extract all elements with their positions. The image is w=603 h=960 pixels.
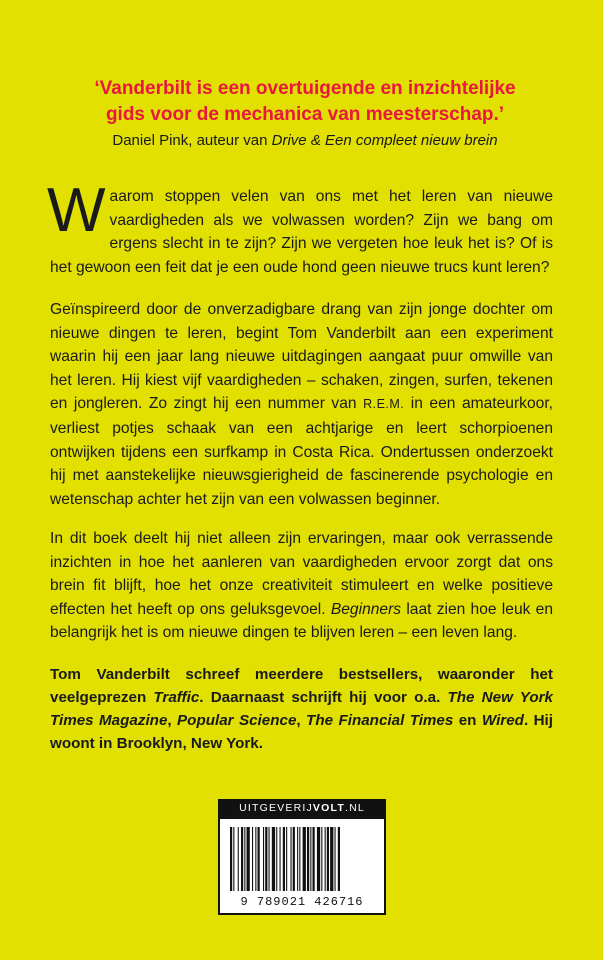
barcode-bar [303,827,306,891]
barcode-bar [247,827,250,891]
publisher-brand: VOLT [312,802,345,814]
attribution-book-drive: Drive [271,132,307,149]
bio-popsci: Popular Science [177,712,297,729]
bio-ft: The Financial Times [306,712,454,729]
isbn-number: 9 789021 426716 [240,895,364,909]
paragraph-2-text-a: Geïnspireerd door de onverzadigbare drang van zijn jonge dochter om nieuwe dingen te leren, begint Tom Vanderbilt aan een experiment waarin hij een jaar lang nieuwe uitdagingen aangaat puur omwille van het leren. Hij kiest vijf vaardigheden – schaken, zingen, surfen, tekenen en jongleren. Zo zingt hij een nummer van [50,301,553,413]
barcode-bar [230,827,232,891]
barcode-bar [321,827,322,891]
attribution-author: Daniel Pink, auteur van [112,132,272,149]
barcode-bar [258,827,260,891]
paragraph-3-text-a: In dit boek deelt hij niet alleen zijn ervaringen, maar ook verrassende inzichten in hoe het aanleren van vaardigheden ervoor zorgt dat ons brein fit blijft, hoe het onze creativiteit stimuleert en welke positieve effecten het heeft op ons geluksgevoel. [50,530,553,618]
barcode-bar [238,827,239,891]
publisher-label [218,799,386,817]
quote-line-1: ‘Vanderbilt is een overtuigende en inzichtelijke [94,78,516,99]
blurb-paragraph-3 [50,527,553,645]
bio-sep-2: , [296,712,307,729]
barcode-bar [283,827,285,891]
barcode-bar [325,827,326,891]
barcode-bar [233,827,234,891]
barcode [218,817,386,915]
barcode-bar [338,827,340,891]
barcode-bar [307,827,309,891]
blurb-paragraph-1 [47,176,553,279]
barcode-bar [241,827,243,891]
paragraph-2-text-b: in een amateurkoor, verliest potjes schaak van een achtjarige en leert schorpioenen ontwijken tijdens een surfkamp in Costa Rica. Ondertussen onderzoekt hij met aanstekelijke nieuwsgierigheid de fascinerende psychologie en wetenschap achter het zijn van een volwassen beginner. [50,395,553,508]
barcode-bar [252,827,253,891]
bio-text-1: Tom Vanderbilt schreef meerdere bestsellers, waaronder het veelgeprezen [50,666,553,706]
book-title: Beginners [330,600,402,618]
paragraph-3-text-b: laat zien hoe leuk en belangrijk het is om nieuwe dingen te blijven leren – een leven lang. [50,600,553,642]
barcode-bar [265,827,267,891]
quote-line-2: gids voor de mechanica van meesterschap.’ [105,104,505,125]
bio-sep-1: , [167,712,178,729]
barcode-bar [291,827,292,891]
barcode-bar [299,827,300,891]
bio-wired: Wired [481,712,524,729]
band-name: R.E.M. [363,397,405,412]
barcode-bar [293,827,295,891]
bio-nyt: The New York Times Magazine [50,689,553,729]
bio-traffic: Traffic [153,689,200,706]
bio-text-3: en [453,712,482,729]
quote-attribution [40,131,570,151]
barcode-bar [330,827,333,891]
barcode-bar [244,827,245,891]
barcode-bar [263,827,264,891]
attribution-ampersand: & [306,132,325,149]
barcode-bar [310,827,311,891]
barcode-bar [272,827,275,891]
drop-cap: W [47,176,106,245]
review-quote [60,76,550,128]
barcode-bar [255,827,256,891]
barcode-bar [276,827,277,891]
bio-text-4: . Hij woont in Brooklyn, New York. [50,712,553,752]
barcode-bars [230,827,374,891]
barcode-bar [327,827,329,891]
barcode-bar [286,827,287,891]
barcode-bar [313,827,315,891]
barcode-bar [269,827,270,891]
barcode-bar [317,827,320,891]
barcode-bar [335,827,336,891]
barcode-bar [297,827,298,891]
publisher-suffix: .NL [344,802,365,814]
attribution-book-brein: Een compleet nieuw brein [325,132,498,149]
publisher-prefix: UITGEVERIJ [239,802,313,814]
paragraph-1-text: aarom stoppen velen van ons met het leren van nieuwe vaardigheden als we volwassen worden? Zijn we bang om ergens slecht in te zijn? Zijn we vergeten hoe leuk het is? Of is het gewoon een feit dat je een oude hond geen nieuwe trucs kunt leren? [50,188,553,276]
barcode-bar [280,827,281,891]
author-bio [50,663,553,755]
bio-text-2: . Daarnaast schrijft hij voor o.a. [199,689,448,706]
blurb-paragraph-2 [50,298,553,511]
